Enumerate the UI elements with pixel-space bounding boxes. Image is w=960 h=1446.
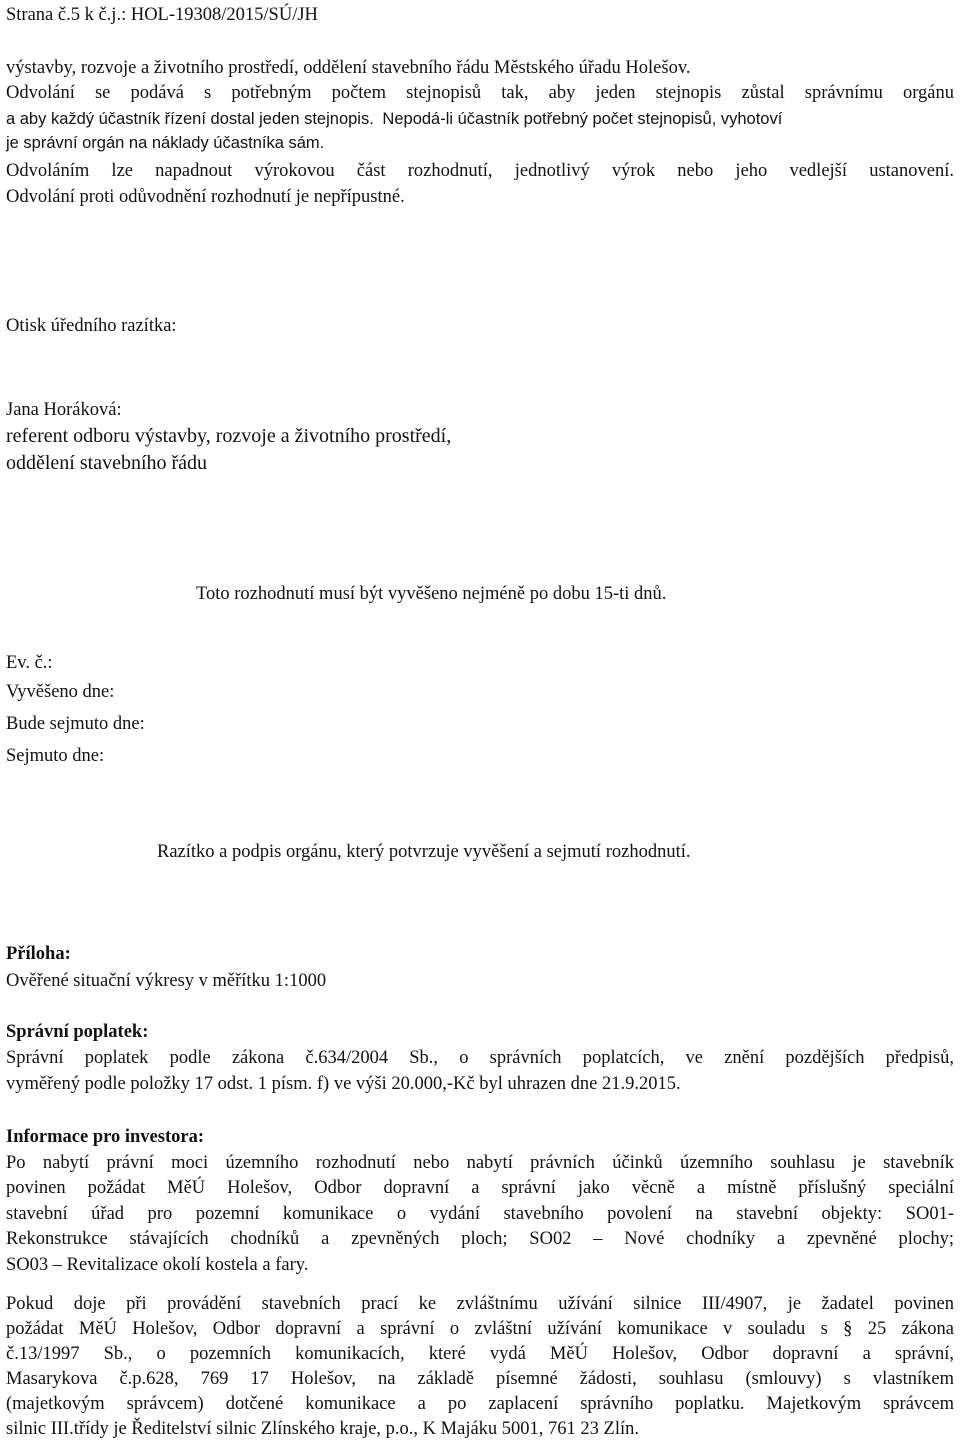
attachment-heading: Příloha:: [6, 944, 71, 964]
posting-notice: Toto rozhodnutí musí být vyvěšeno nejméně po dobu 15-ti dnů.: [196, 584, 667, 604]
appeal-line-part: Nepodá-li účastník potřebný počet stejnopisů, vyhotoví: [382, 110, 783, 128]
removed-date-label: Sejmuto dne:: [6, 746, 105, 766]
fee-line: vyměřený podle položky 17 odst. 1 písm. f) ve výši 20.000,-Kč byl uhrazen dne 21.9.2015.: [6, 1074, 681, 1094]
investor-line: Masarykova č.p.628, 769 17 Holešov, na základě písemné žádosti, souhlasu (smlouvy) s vlastníkem: [6, 1369, 954, 1389]
appeal-line: [6, 107, 782, 131]
appeal-line: Odvoláním lze napadnout výrokovou část rozhodnutí, jednotlivý výrok nebo jeho vedlejší ustanovení.: [6, 161, 954, 181]
appeal-line: výstavby, rozvoje a životního prostředí, oddělení stavebního řádu Městského úřadu Holešov.: [6, 58, 691, 78]
signer-role: oddělení stavebního řádu: [6, 452, 208, 474]
attachment-text: Ověřené situační výkresy v měřítku 1:1000: [6, 971, 327, 991]
confirm-stamp-label: Razítko a podpis orgánu, který potvrzuje vyvěšení a sejmutí rozhodnutí.: [157, 842, 691, 862]
signer-role: referent odboru výstavby, rozvoje a životního prostředí,: [6, 425, 452, 447]
signer-name: Jana Horáková:: [6, 400, 122, 420]
investor-line: Pokud doje při provádění stavebních prací ke zvláštnímu užívání silnice III/4907, je žadatel povinen: [6, 1294, 954, 1314]
investor-line: silnic III.třídy je Ředitelství silnic Zlínského kraje, p.o., K Majáku 5001, 761 23 Zlín.: [6, 1419, 640, 1439]
investor-line: (majetkovým správcem) dotčené komunikace a po zaplacení správního poplatku. Majetkovým správcem: [6, 1394, 954, 1414]
investor-line: povinen požádat MěÚ Holešov, Odbor dopravní a správní jako věcně a místně příslušný speciální: [6, 1178, 954, 1198]
page-header: Strana č.5 k č.j.: HOL-19308/2015/SÚ/JH: [6, 5, 318, 25]
investor-line: požádat MěÚ Holešov, Odbor dopravní a správní o zvláštní užívání komunikace v souladu s § 25 zákona: [6, 1319, 954, 1339]
investor-line: Rekonstrukce stávajících chodníků a zpevněných ploch; SO02 – Nové chodníky a zpevněné plochy;: [6, 1229, 954, 1249]
appeal-line-part: a aby každý účastník řízení dostal jeden stejnopis.: [6, 110, 374, 128]
posted-date-label: Vyvěšeno dne:: [6, 682, 115, 702]
appeal-line: je správní orgán na náklady účastníka sám.: [6, 134, 325, 152]
investor-line: SO03 – Revitalizace okolí kostela a fary.: [6, 1255, 309, 1275]
investor-line: stavební úřad pro pozemní komunikace o vydání stavebního povolení na stavební objekty: SO01-: [6, 1204, 954, 1224]
appeal-line: Odvolání proti odůvodnění rozhodnutí je nepřípustné.: [6, 187, 405, 207]
investor-line: č.13/1997 Sb., o pozemních komunikacích, které vydá MěÚ Holešov, Odbor dopravní a správní,: [6, 1344, 954, 1364]
investor-line: Po nabytí právní moci územního rozhodnutí nebo nabytí právních účinků územního souhlasu je stavebník: [6, 1153, 954, 1173]
investor-heading: Informace pro investora:: [6, 1127, 204, 1147]
to-remove-date-label: Bude sejmuto dne:: [6, 714, 145, 734]
ev-number-label: Ev. č.:: [6, 653, 53, 673]
fee-line: Správní poplatek podle zákona č.634/2004 Sb., o správních poplatcích, ve znění pozdějších předpisů,: [6, 1048, 954, 1068]
fee-heading: Správní poplatek:: [6, 1022, 149, 1042]
stamp-label: Otisk úředního razítka:: [6, 316, 177, 336]
appeal-line: Odvolání se podává s potřebným počtem stejnopisů tak, aby jeden stejnopis zůstal správnímu orgánu: [6, 83, 954, 103]
